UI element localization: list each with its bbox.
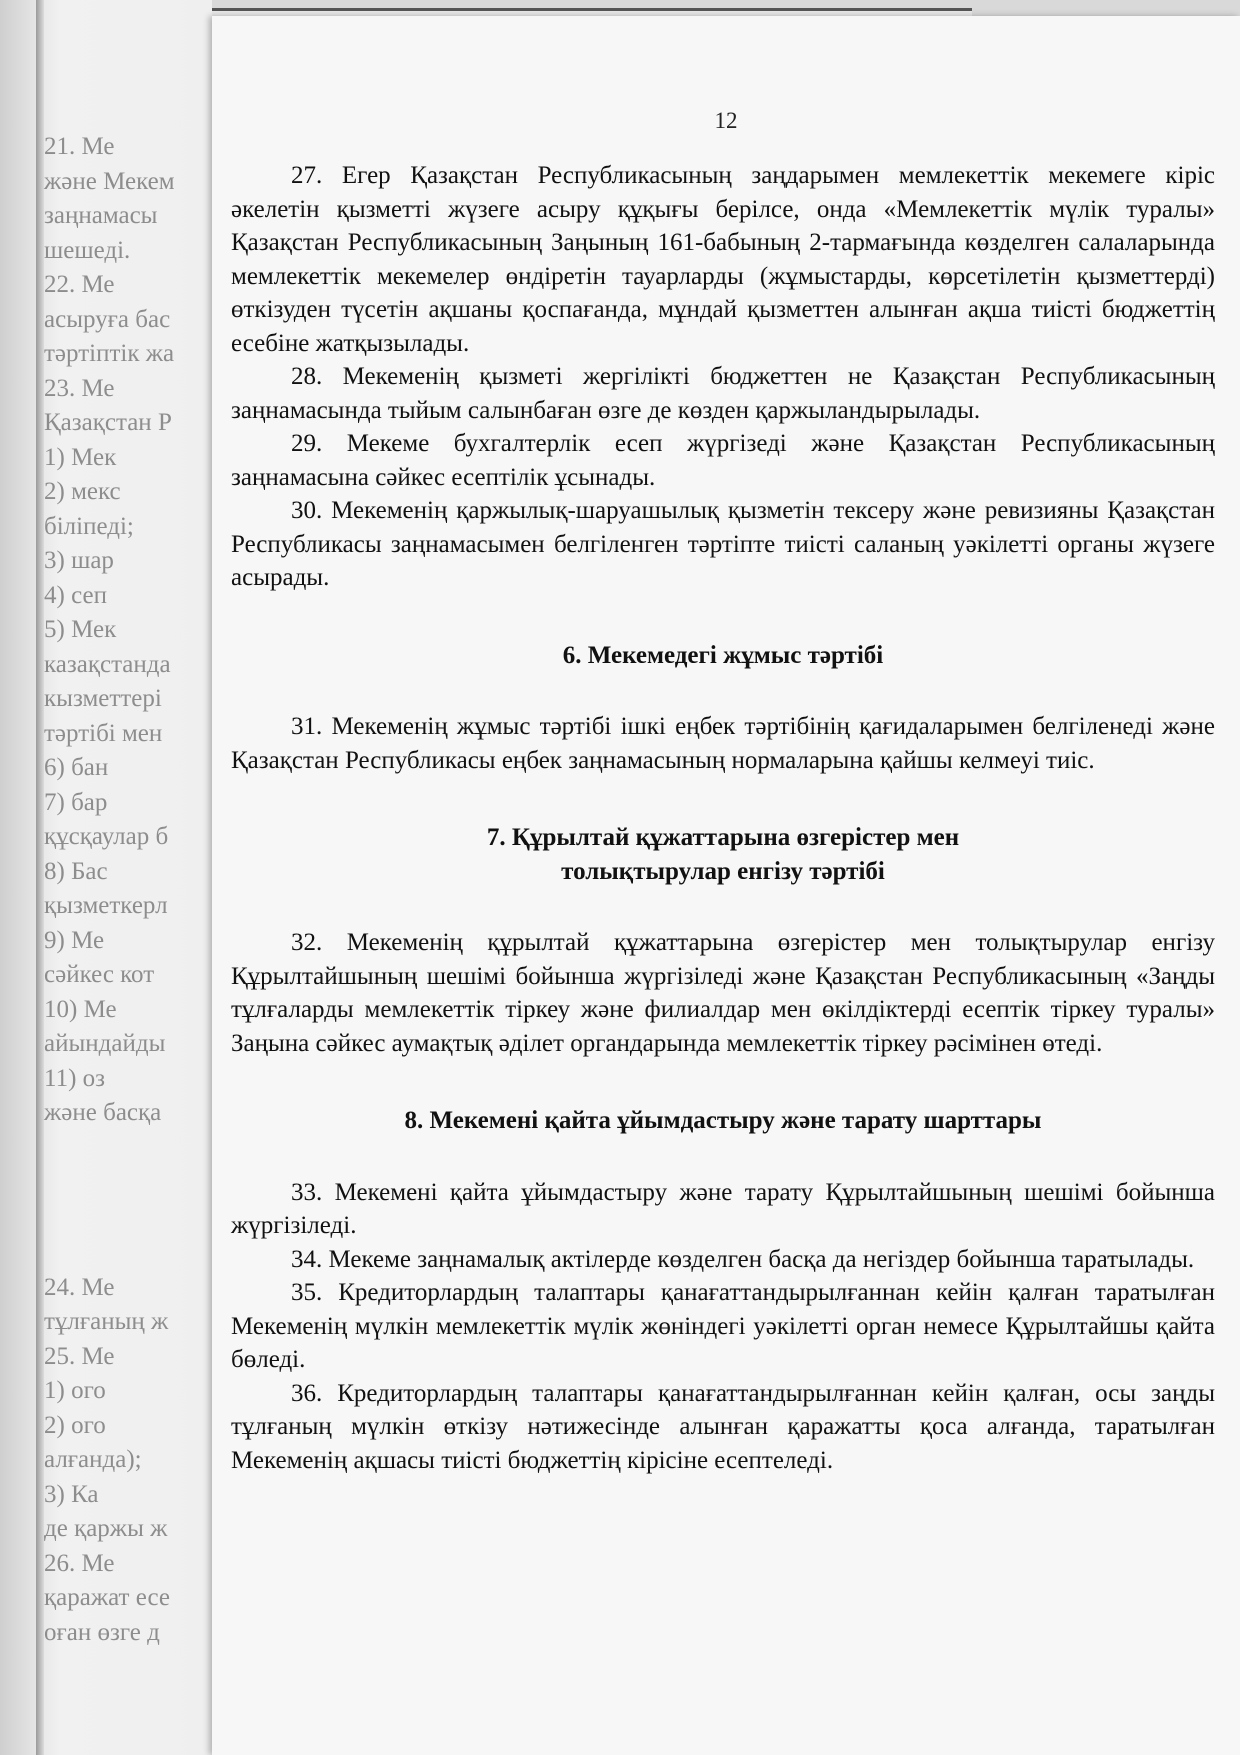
paragraph: 28. Мекеменің қызметі жергілікті бюджеттен не Қазақстан Республикасының заңнамасында тыйым салынбаған өзге де көзден қаржыландырылады. — [231, 363, 1215, 424]
section-heading-line: 8. Мекемені қайта ұйымдастыру және тарату шарттары — [404, 1107, 1042, 1134]
underlying-text-line: 10) Ме — [44, 995, 117, 1023]
page-fold-shadow — [36, 0, 44, 1755]
underlying-text-line: біліпеді; — [44, 512, 134, 540]
underlying-text-line: 3) шар — [44, 547, 114, 574]
paragraph: 34. Мекеме заңнамалық актілерде көзделген басқа да негіздер бойынша таратылады. — [291, 1245, 1195, 1273]
underlying-text-line: 3) Ка — [44, 1480, 99, 1508]
section-heading-line: 6. Мекемедегі жұмыс тәртібі — [562, 641, 884, 669]
underlying-text-line: 26. Ме — [44, 1549, 115, 1577]
underlying-text-line: 2) ого — [44, 1411, 106, 1439]
underlying-text-line: 9) Ме — [44, 926, 105, 954]
page-content — [231, 159, 1215, 1477]
underlying-page-edge — [0, 0, 212, 1755]
underlying-text-line: де қаржы ж — [44, 1515, 168, 1542]
underlying-text-line: қызметкерл — [44, 892, 168, 919]
underlying-text-line: тұлғаның ж — [44, 1308, 169, 1335]
underlying-text-line: және басқа — [44, 1099, 162, 1126]
underlying-text-line: 4) сеп — [44, 581, 107, 609]
underlying-text-line: құсқаулар б — [44, 823, 169, 850]
underlying-text-line: 23. Ме — [44, 374, 115, 402]
underlying-text-line: 5) Мек — [44, 616, 117, 643]
paragraph: 29. Мекеме бухгалтерлік есеп жүргізеді және Қазақстан Республикасының заңнамасына сәйкес есептілік ұсынады. — [231, 430, 1215, 491]
underlying-text-line: Қазақстан Р — [44, 409, 172, 436]
underlying-text-line: 21. Ме — [44, 133, 115, 160]
underlying-page-text — [44, 130, 212, 1650]
spacer — [231, 1138, 1215, 1176]
page-number: 12 — [714, 108, 738, 133]
spacer — [231, 1060, 1215, 1104]
paragraph: 36. Кредиторлардың талаптары қанағаттандырылғаннан кейін қалған, осы заңды тұлғаның мүлкін өткізу нәтижесінде алынған қаражатты қоса алғанда, таратылған Мекеменің ақшасы тиісті бюджеттің кірісіне есептеледі. — [231, 1379, 1215, 1474]
underlying-text-line: 2) мекс — [44, 478, 121, 505]
underlying-text-line: 1) ого — [44, 1377, 106, 1404]
section-heading-line: 7. Құрылтай құжаттарына өзгерістер мен — [486, 824, 960, 851]
underlying-text-line: 6) бан — [44, 754, 109, 781]
paragraph: 32. Мекеменің құрылтай құжаттарына өзгерістер мен толықтырулар енгізу Құрылтайшының шешімі бойынша жүргізіледі және Қазақстан Республикасының «Заңды тұлғаларды мемлекеттік тіркеу және филиалдар мен өкілдіктерді есептік тіркеу туралы» Заңына сәйкес аумақтық әділет органдарында мемлекеттік тіркеу рәсімінен өтеді. — [231, 929, 1215, 1057]
spacer — [231, 672, 1215, 710]
underlying-text-line: тәртібі мен — [44, 719, 163, 747]
spacer — [231, 888, 1215, 926]
underlying-text-line: казақстанда — [44, 650, 171, 678]
document-page — [212, 16, 1240, 1755]
underlying-text-line: асыруға бас — [44, 305, 171, 333]
underlying-text-line: заңнамасы — [44, 202, 158, 229]
section-heading — [231, 1104, 1215, 1138]
underlying-text-line: тәртіптік жа — [44, 340, 175, 367]
paragraph: 27. Егер Қазақстан Республикасының заңдарымен мемлекеттік мекемеге кіріс әкелетін қызметті жүзеге асыру құқығы берілсе, онда «Мемлекеттік мүлік туралы» Қазақстан Республикасының Заңының 161-бабының 2-тармағында көзделген салаларында мемлекеттік мекемелер өндіретін тауарларды (жұмыстарды, көрсетілетін қызметтерді) өткізуден түсетін ақшаны қоспағанда, мұндай қызметтен алынған ақша тиісті бюджеттің есебіне жатқызылады. — [231, 162, 1215, 357]
paragraph: 35. Кредиторлардың талаптары қанағаттандырылғаннан кейін қалған таратылған Мекеменің мүлкін мемлекеттік мүлік жөніндегі уәкілетті орган немесе Құрылтайшы қайта бөледі. — [231, 1279, 1215, 1373]
underlying-text-line: шешеді. — [44, 236, 131, 264]
spacer — [231, 595, 1215, 639]
section-heading — [231, 639, 1215, 673]
underlying-text-line: қаражат есе — [44, 1584, 170, 1611]
paragraph: 33. Мекемені қайта ұйымдастыру және тарату Құрылтайшының шешімі бойынша жүргізіледі. — [231, 1178, 1215, 1239]
section-heading-line: толықтырулар енгізу тәртібі — [561, 857, 885, 885]
underlying-text-line: 11) оз — [44, 1064, 106, 1092]
underlying-text-line: 7) бар — [44, 788, 108, 816]
underlying-text-line: алғанда); — [44, 1446, 142, 1473]
underlying-text-line: оған өзге д — [44, 1618, 160, 1646]
underlying-text-line: 24. Ме — [44, 1273, 115, 1301]
underlying-text-line: сәйкес кот — [44, 961, 155, 988]
underlying-text-line: айындайды — [44, 1030, 166, 1057]
underlying-text-line: 1) Мек — [44, 443, 117, 471]
underlying-text-line: кызметтері — [44, 685, 162, 712]
paragraph: 31. Мекеменің жұмыс тәртібі ішкі еңбек тәртібінің қағидаларымен белгіленеді және Қазақстан Республикасы еңбек заңнамасының нормаларына қайшы келмеуі тиіс. — [231, 713, 1215, 774]
underlying-text-line: 22. Ме — [44, 271, 115, 298]
underlying-text-line: 8) Бас — [44, 857, 108, 885]
underlying-text-line: және Мекем — [44, 167, 175, 195]
paragraph: 30. Мекеменің қаржылық-шаруашылық қызметін тексеру және ревизияны Қазақстан Республикасы заңнамасымен белгіленген тәртіпте тиісті саланың уәкілетті органы жүзеге асырады. — [231, 497, 1215, 591]
section-heading — [231, 821, 1215, 888]
spacer — [231, 777, 1215, 821]
spacer — [44, 1131, 212, 1271]
underlying-text-line: 25. Ме — [44, 1342, 115, 1370]
